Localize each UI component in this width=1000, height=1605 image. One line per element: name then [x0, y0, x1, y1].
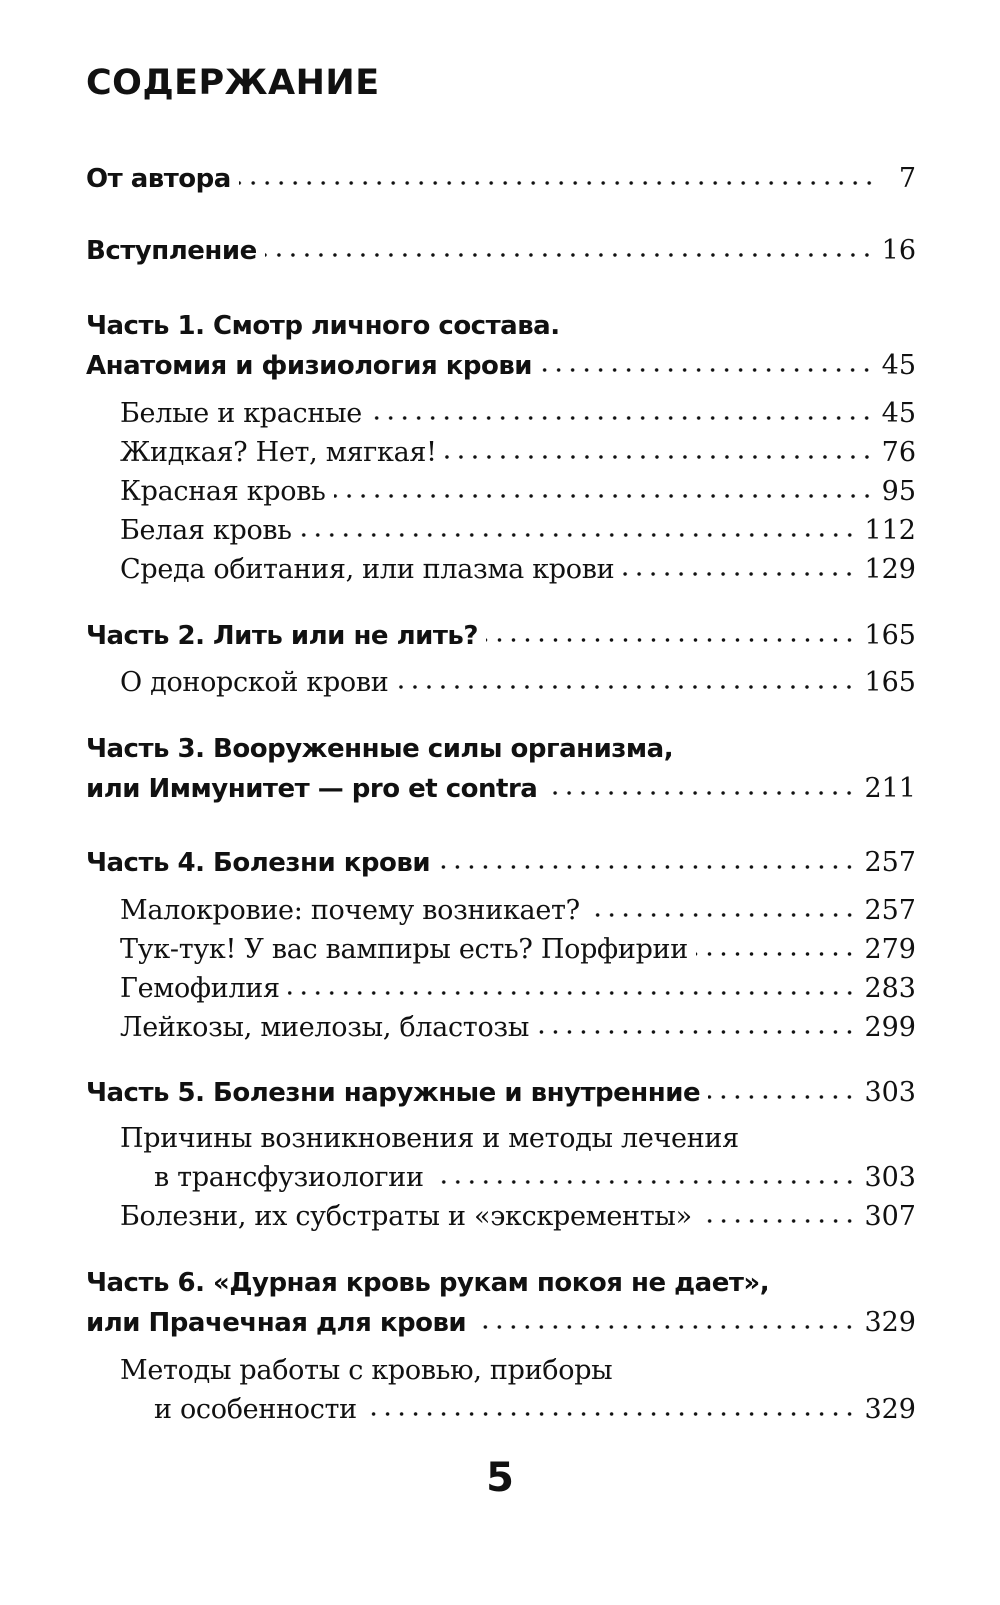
dot-leader — [545, 791, 856, 795]
dot-leader — [438, 865, 856, 869]
toc-entry-page: 279 — [864, 934, 916, 965]
toc-entry-label: Часть 2. Лить или не лить? — [86, 621, 478, 651]
toc-entry-ot-avtora — [86, 148, 916, 194]
toc-entry-page: 45 — [881, 350, 916, 381]
toc-part-6-subtitle — [86, 1292, 916, 1338]
dot-leader — [708, 1095, 856, 1099]
toc-entry-page: 95 — [881, 476, 916, 507]
page-title: СОДЕРЖАНИЕ — [86, 63, 380, 103]
toc-entry-label: или Прачечная для крови — [86, 1308, 467, 1338]
toc-entry-label: Гемофилия — [120, 973, 280, 1004]
toc-entry-page: 76 — [881, 437, 916, 468]
dot-leader — [537, 1030, 856, 1034]
toc-entry-label: Белая кровь — [120, 515, 292, 546]
toc-entry-page: 7 — [898, 163, 916, 194]
dot-leader — [300, 533, 857, 537]
toc-entry-page: 257 — [864, 847, 916, 878]
toc-entry-page: 303 — [864, 1077, 916, 1108]
toc-entry-label: Жидкая? Нет, мягкая! — [120, 437, 437, 468]
toc-entry-page: 45 — [881, 398, 916, 429]
dot-leader — [486, 638, 856, 642]
toc-entry-label: Вступление — [86, 236, 257, 266]
toc-entry-label: Методы работы с кровью, приборы — [120, 1355, 613, 1386]
toc-entry-label: Часть 3. Вооруженные силы организма, — [86, 734, 674, 764]
dot-leader — [696, 952, 857, 956]
toc-entry-page: 165 — [864, 620, 916, 651]
toc-entry-label: Болезни, их субстраты и «экскременты» — [120, 1201, 692, 1232]
page-number: 5 — [486, 1455, 514, 1501]
dot-leader — [396, 685, 856, 689]
dot-leader — [370, 416, 874, 420]
toc-entry-page: 165 — [864, 667, 916, 698]
toc-subentry — [120, 997, 916, 1043]
toc-entry-label: Среда обитания, или плазма крови — [120, 554, 615, 585]
toc-entry-page: 257 — [864, 895, 916, 926]
toc-entry-page: 283 — [864, 973, 916, 1004]
dot-leader — [622, 572, 856, 576]
dot-leader — [239, 181, 876, 185]
toc-entry-vstuplenie — [86, 220, 916, 266]
toc-entry-label: и особенности — [154, 1394, 357, 1425]
toc-entry-label: Часть 6. «Дурная кровь рукам покоя не дает», — [86, 1268, 770, 1298]
toc-entry-label: Малокровие: почему возникает? — [120, 895, 580, 926]
toc-entry-page: 307 — [864, 1201, 916, 1232]
toc-entry-label: Анатомия и физиология крови — [86, 351, 532, 381]
toc-subentry-continuation — [154, 1379, 916, 1425]
toc-part-2-title — [86, 605, 916, 651]
dot-leader — [365, 1412, 857, 1416]
toc-subentry — [120, 1186, 916, 1232]
toc-entry-label: Тук-тук! У вас вампиры есть? Порфирии — [120, 934, 688, 965]
toc-entry-label: Часть 5. Болезни наружные и внутренние — [86, 1078, 701, 1108]
dot-leader — [700, 1219, 857, 1223]
toc-part-4-title — [86, 832, 916, 878]
toc-entry-page: 16 — [881, 235, 916, 266]
toc-entry-page: 303 — [864, 1162, 916, 1193]
dot-leader — [588, 913, 857, 917]
toc-entry-label: Часть 4. Болезни крови — [86, 848, 431, 878]
dot-leader — [288, 991, 857, 995]
dot-leader — [265, 253, 874, 257]
toc-entry-label: Часть 1. Смотр личного состава. — [86, 311, 560, 341]
toc-entry-label: в трансфузиологии — [154, 1162, 424, 1193]
toc-entry-label: Белые и красные — [120, 398, 362, 429]
dot-leader — [540, 368, 874, 372]
toc-entry-label: Причины возникновения и методы лечения — [120, 1123, 739, 1154]
toc-part-1-subtitle — [86, 335, 916, 381]
toc-entry-page: 129 — [864, 554, 916, 585]
toc-subentry — [120, 652, 916, 698]
toc-entry-label: О донорской крови — [120, 667, 389, 698]
toc-entry-label: От автора — [86, 164, 231, 194]
dot-leader — [334, 494, 874, 498]
toc-entry-label: Красная кровь — [120, 476, 326, 507]
toc-entry-page: 329 — [864, 1394, 916, 1425]
toc-part-5-title — [86, 1062, 916, 1108]
toc-subentry — [120, 539, 916, 585]
toc-entry-label: Лейкозы, миелозы, бластозы — [120, 1012, 530, 1043]
dot-leader — [432, 1180, 857, 1184]
toc-entry-label: или Иммунитет — pro et contra — [86, 774, 538, 804]
dot-leader — [474, 1325, 856, 1329]
toc-entry-page: 112 — [864, 515, 916, 546]
toc-entry-page: 299 — [864, 1012, 916, 1043]
dot-leader — [445, 455, 874, 459]
toc-entry-page: 211 — [864, 773, 916, 804]
toc-part-3-subtitle — [86, 758, 916, 804]
toc-entry-page: 329 — [864, 1307, 916, 1338]
